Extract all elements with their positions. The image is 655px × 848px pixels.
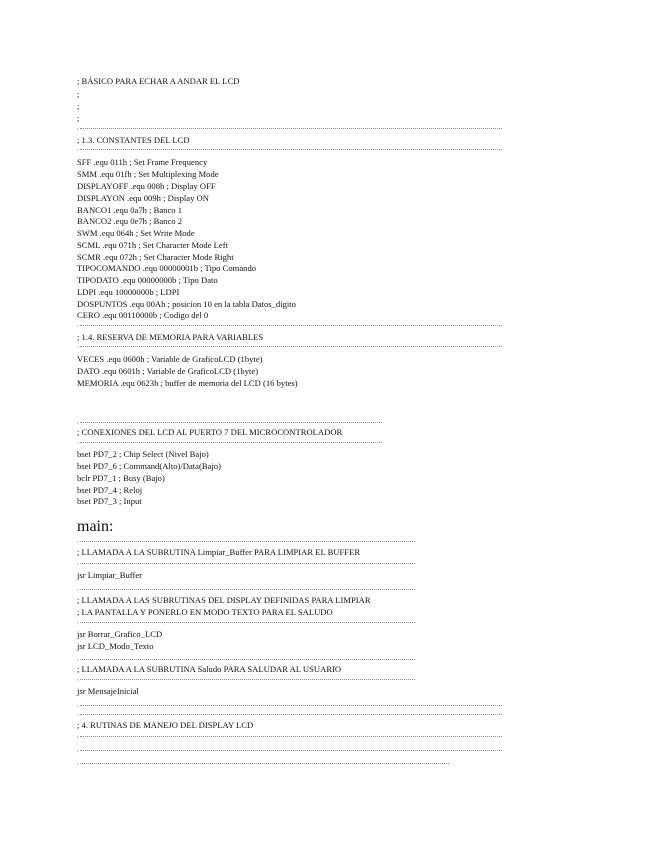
code-line: TIPOCOMANDO .equ 00000001b ; Tipo Comando (77, 263, 257, 273)
code-line: bset PD7_4 ; Reloj (77, 485, 143, 495)
code-line: MEMORIA .equ 0623h ; buffer de memoria del LCD (16 bytes) (77, 378, 298, 388)
code-line: bset PD7_3 ; Input (77, 496, 142, 506)
comment-line: ; LLAMADA A LAS SUBRUTINAS DEL DISPLAY DEFINIDAS PARA LIMPIAR (77, 595, 371, 605)
separator-rule (77, 658, 415, 661)
code-line: SWM .equ 064h ; Set Write Mode (77, 228, 195, 238)
code-line: jsr MensajeInicial (77, 686, 139, 696)
code-line: BANCO2 .equ 0e7h ; Banco 2 (77, 216, 183, 226)
separator-rule (77, 421, 382, 424)
separator-rule (77, 148, 502, 151)
section-heading-connections: ; CONEXIONES DEL LCD AL PUERTO 7 DEL MICROCONTROLADOR (77, 427, 343, 437)
separator-rule (77, 735, 502, 738)
code-line: BANCO1 .equ 0a7h ; Banco 1 (77, 205, 183, 215)
separator-rule (77, 127, 502, 130)
code-line: jsr Borrar_Grafico_LCD (77, 629, 163, 639)
code-line: LDPI .equ 10000000b ; LDPI (77, 287, 180, 297)
code-line: jsr LCD_Modo_Texto (77, 641, 154, 651)
section-heading-constants: ; 1.3. CONSTANTES DEL LCD (77, 135, 190, 145)
separator-rule (77, 324, 502, 327)
code-line: DOSPUNTOS .equ 00Ah ; posicion 10 en la tabla Datos_digito (77, 299, 296, 309)
intro-comment-line: ; (77, 101, 80, 111)
intro-comment-line: ; (77, 89, 80, 99)
comment-line: ; LLAMADA A LA SUBRUTINA Saludo PARA SALUDAR AL USUARIO (77, 664, 342, 674)
intro-comment-line: ; (77, 113, 80, 123)
code-line: TIPODATO .equ 00000000b ; Tipo Dato (77, 275, 218, 285)
code-line: bset PD7_6 ; Command(Alto)/Data(Bajo) (77, 461, 221, 471)
comment-line: ; LA PANTALLA Y PONERLO EN MODO TEXTO PARA EL SALUDO (77, 607, 333, 617)
separator-rule (77, 713, 502, 716)
intro-title: ; BÁSICO PARA ECHAR A ANDAR EL LCD (77, 76, 240, 86)
code-line: SCML .equ 071h ; Set Character Mode Left (77, 240, 228, 250)
code-line: DATO .equ 0601h ; Variable de GraficoLCD (1byte) (77, 366, 259, 376)
separator-rule (77, 704, 502, 707)
code-line: bset PD7_2 ; Chip Select (Nivel Bajo) (77, 449, 209, 459)
separator-rule (77, 441, 382, 444)
separator-rule (77, 345, 502, 348)
code-line: bclr PD7_1 ; Busy (Bajo) (77, 473, 165, 483)
section-heading-memory: ; 1.4. RESERVA DE MEMORIA PARA VARIABLES (77, 332, 264, 342)
separator-rule (77, 762, 449, 765)
code-line: DISPLAYOFF .equ 008h ; Display OFF (77, 181, 216, 191)
comment-line: ; LLAMADA A LA SUBRUTINA Limpiar_Buffer PARA LIMPIAR EL BUFFER (77, 547, 361, 557)
code-line: jsr Limpiar_Buffer (77, 570, 142, 580)
code-line: VECES .equ 0600h ; Variable de GraficoLCD (1byte) (77, 354, 263, 364)
separator-rule (77, 621, 415, 624)
separator-rule (77, 562, 415, 565)
section-heading-routines: ; 4. RUTINAS DE MANEJO DEL DISPLAY LCD (77, 720, 254, 730)
separator-rule (77, 749, 502, 752)
code-line: SCMR .equ 072h ; Set Character Mode Right (77, 252, 234, 262)
separator-rule (77, 678, 415, 681)
separator-rule (77, 540, 415, 543)
code-line: SMM .equ 01fh ; Set Multiplexing Mode (77, 169, 219, 179)
separator-rule (77, 588, 415, 591)
code-line: DISPLAYON .equ 009h ; Display ON (77, 193, 209, 203)
code-line: CERO .equ 00110000b ; Codigo del 0 (77, 310, 209, 320)
code-line: SFF .equ 011h ; Set Frame Frequency (77, 157, 208, 167)
main-label: main: (77, 518, 114, 535)
